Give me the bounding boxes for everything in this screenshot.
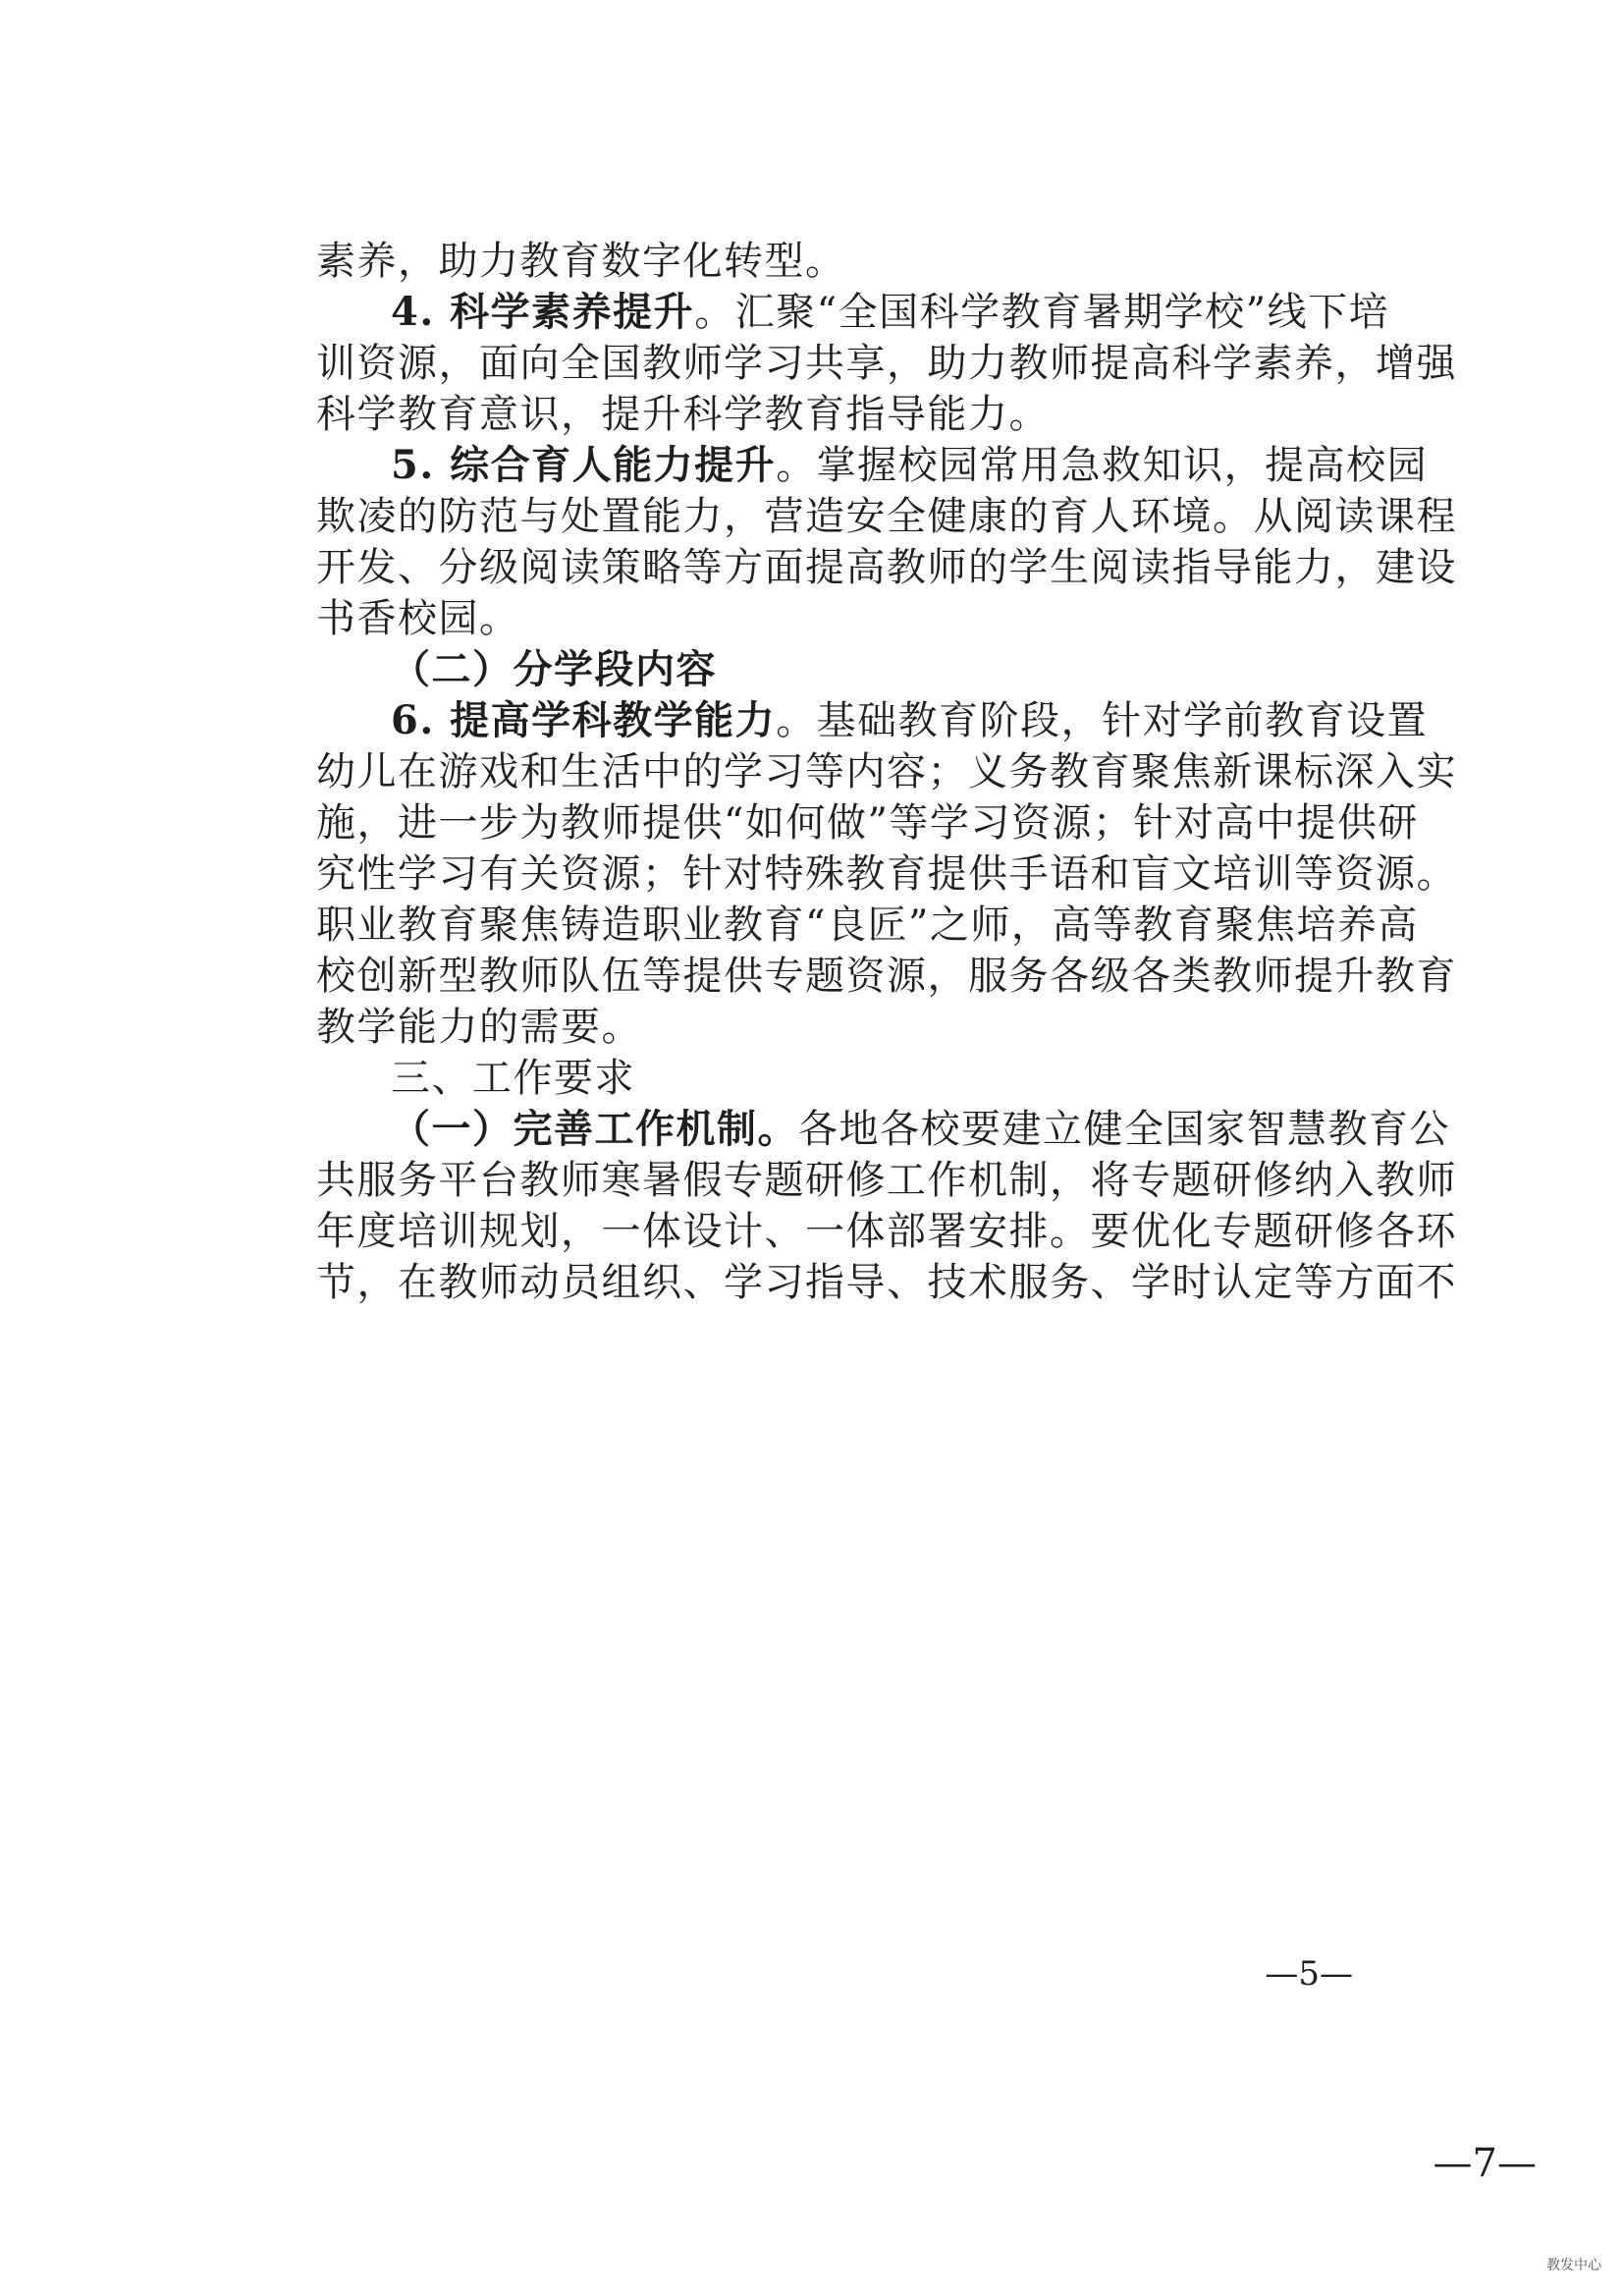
item-heading-teaching-ability: 6. 提高学科教学能力 <box>391 697 777 743</box>
text-line: 书香校园。 <box>316 596 520 641</box>
text-line: 素养，助力教育数字化转型。 <box>316 239 846 284</box>
text-line: 节，在教师动员组织、学习指导、技术服务、学时认定等方面不 <box>316 1260 1457 1305</box>
text-line: 。掌握校园常用急救知识，提高校园 <box>776 443 1429 488</box>
text-line: 。基础教育阶段，针对学前教育设置 <box>776 698 1429 743</box>
paragraph-6-first-line <box>391 695 1428 746</box>
watermark-label: 教发中心 <box>1546 2258 1601 2273</box>
section-heading-by-stage: （二）分学段内容 <box>391 646 717 692</box>
item-heading-comprehensive-education: 5. 综合育人能力提升 <box>391 442 777 488</box>
paragraph-5-first-line <box>391 440 1428 491</box>
inner-page-number: —5— <box>1265 1954 1353 1994</box>
item-heading-science-literacy: 4. 科学素养提升 <box>391 289 695 335</box>
section-heading-work-requirements: 三、工作要求 <box>391 1056 635 1101</box>
text-line: 训资源，面向全国教师学习共享，助力教师提高科学素养，增强 <box>316 341 1457 386</box>
text-line: 年度培训规划，一体设计、一体部署安排。要优化专题研修各环 <box>316 1209 1457 1254</box>
item-heading-work-mechanism: （一）完善工作机制。 <box>391 1106 798 1152</box>
text-line: 共服务平台教师寒暑假专题研修工作机制，将专题研修纳入教师 <box>316 1158 1457 1203</box>
text-line: 幼儿在游戏和生活中的学习等内容；义务教育聚焦新课标深入实 <box>316 749 1457 794</box>
text-line: 职业教育聚焦铸造职业教育“良匠”之师，高等教育聚焦培养高 <box>316 902 1419 948</box>
text-line: 施，进一步为教师提供“如何做”等学习资源；针对高中提供研 <box>316 800 1419 846</box>
text-line: 教学能力的需要。 <box>316 1005 642 1050</box>
text-line: 开发、分级阅读策略等方面提高教师的学生阅读指导能力，建设 <box>316 545 1457 590</box>
text-line: 校创新型教师队伍等提供专题资源，服务各级各类教师提升教育 <box>316 954 1457 999</box>
text-line: 欺凌的防范与处置能力，营造安全健康的育人环境。从阅读课程 <box>316 494 1457 539</box>
text-line: 科学教育意识，提升科学教育指导能力。 <box>316 392 1050 437</box>
text-line: 究性学习有关资源；针对特殊教育提供手语和盲文培训等资源。 <box>316 851 1457 897</box>
paragraph-7-first-line <box>391 1104 1450 1155</box>
text-line: 。汇聚“全国科学教育暑期学校”线下培 <box>694 290 1390 335</box>
text-line: 各地各校要建立健全国家智慧教育公 <box>798 1107 1450 1152</box>
paragraph-4-first-line <box>391 287 1389 338</box>
outer-page-number: —7— <box>1433 2141 1537 2186</box>
